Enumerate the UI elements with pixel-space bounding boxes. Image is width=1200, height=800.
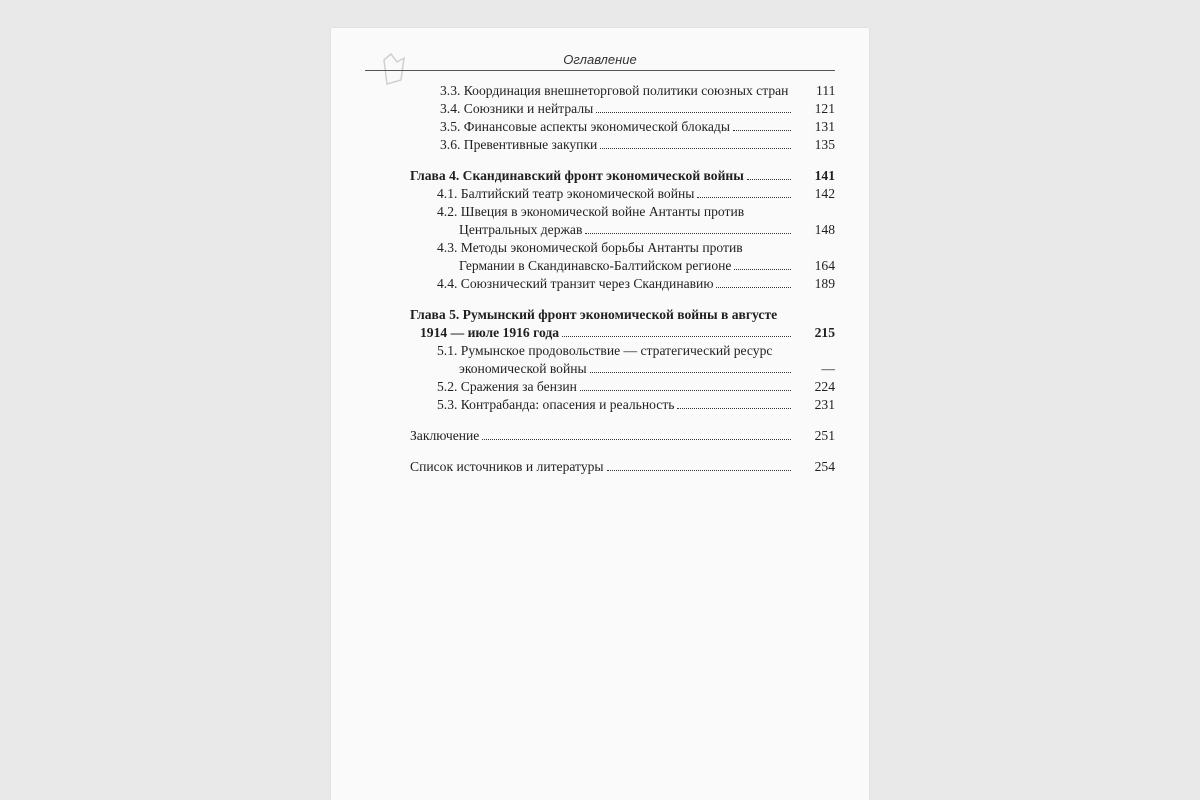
toc-entry-page: 224 bbox=[814, 379, 835, 394]
toc-entry bbox=[410, 256, 835, 274]
toc-entry-title: 5.1. Румынское продовольствие — стратегический ресурс bbox=[437, 343, 773, 358]
toc-leader-dots bbox=[607, 470, 791, 471]
toc-entry bbox=[410, 99, 835, 117]
toc-entry-title: 4.2. Швеция в экономической войне Антанты против bbox=[437, 204, 745, 219]
toc-leader-dots bbox=[482, 439, 791, 440]
book-page bbox=[331, 28, 869, 800]
toc-entry bbox=[410, 341, 835, 359]
toc-leader-dots bbox=[596, 112, 791, 113]
toc-leader-dots bbox=[747, 179, 791, 180]
toc-entry bbox=[410, 135, 835, 153]
toc-entry-title: 5.2. Сражения за бензин bbox=[437, 379, 577, 394]
toc-entry-page: 141 bbox=[814, 168, 835, 183]
toc-entry-page: 251 bbox=[814, 428, 835, 443]
toc-leader-dots bbox=[585, 233, 791, 234]
toc-entry-page: 164 bbox=[814, 258, 835, 273]
toc-entry bbox=[410, 426, 835, 444]
toc-entry-title: Глава 5. Румынский фронт экономической войны в августе bbox=[410, 307, 778, 322]
toc-entry-title: Список источников и литературы bbox=[410, 459, 604, 474]
toc-entry bbox=[410, 81, 835, 99]
toc-entry-title: Глава 4. Скандинавский фронт экономической войны bbox=[410, 168, 744, 183]
toc-entry-title: 4.1. Балтийский театр экономической войны bbox=[437, 186, 695, 201]
toc-entry-page: 142 bbox=[814, 186, 835, 201]
page-header-title: Оглавление bbox=[563, 52, 637, 67]
toc-entry-page: 131 bbox=[814, 119, 835, 134]
toc-entry bbox=[410, 305, 835, 323]
toc-leader-dots bbox=[677, 408, 791, 409]
header-rule bbox=[365, 70, 835, 71]
toc-entry bbox=[410, 220, 835, 238]
toc-entry bbox=[410, 166, 835, 184]
toc-entry-title: 3.4. Союзники и нейтралы bbox=[440, 101, 594, 116]
toc-entry-title: Германии в Скандинавско-Балтийском регионе bbox=[459, 258, 732, 273]
toc-entry-title: 4.4. Союзнический транзит через Скандинавию bbox=[437, 276, 714, 291]
toc-entry-page: 215 bbox=[814, 325, 835, 340]
toc-entry-page: 111 bbox=[816, 83, 836, 98]
toc-entry-title: Центральных держав bbox=[459, 222, 583, 237]
toc-entry bbox=[410, 377, 835, 395]
toc-entry-title: 5.3. Контрабанда: опасения и реальность bbox=[437, 397, 675, 412]
toc-entry bbox=[410, 202, 835, 220]
toc-entry-title: 3.3. Координация внешнеторговой политики союзных стран bbox=[440, 83, 789, 98]
toc-leader-dots bbox=[562, 336, 791, 337]
toc-leader-dots bbox=[697, 197, 791, 198]
toc-entry-page: 148 bbox=[814, 222, 835, 237]
toc-leader-dots bbox=[734, 269, 791, 270]
toc-leader-dots bbox=[580, 390, 791, 391]
toc-leader-dots bbox=[716, 287, 791, 288]
toc-entry-page: — bbox=[821, 361, 835, 376]
toc-leader-dots bbox=[600, 148, 791, 149]
toc-entry-title: 3.6. Превентивные закупки bbox=[440, 137, 598, 152]
toc-entry-title: Заключение bbox=[410, 428, 480, 443]
toc-entry bbox=[410, 117, 835, 135]
toc-entry bbox=[410, 457, 835, 475]
toc-entry-title: 1914 — июле 1916 года bbox=[420, 325, 560, 340]
toc-entry bbox=[410, 274, 835, 292]
toc-leader-dots bbox=[733, 130, 791, 131]
toc-entry bbox=[410, 359, 835, 377]
toc-entry bbox=[410, 395, 835, 413]
toc-entry-page: 121 bbox=[814, 101, 835, 116]
toc-entry-page: 231 bbox=[814, 397, 835, 412]
toc-entry-page: 254 bbox=[814, 459, 835, 474]
toc-entry bbox=[410, 238, 835, 256]
toc-entry-title: 4.3. Методы экономической борьбы Антанты против bbox=[437, 240, 743, 255]
toc-entry bbox=[410, 323, 835, 341]
toc-leader-dots bbox=[590, 372, 791, 373]
toc-entry-title: экономической войны bbox=[459, 361, 587, 376]
toc-entry-page: 189 bbox=[814, 276, 835, 291]
toc-entry-title: 3.5. Финансовые аспекты экономической блокады bbox=[440, 119, 730, 134]
toc-entry bbox=[410, 184, 835, 202]
toc-entry-page: 135 bbox=[814, 137, 835, 152]
